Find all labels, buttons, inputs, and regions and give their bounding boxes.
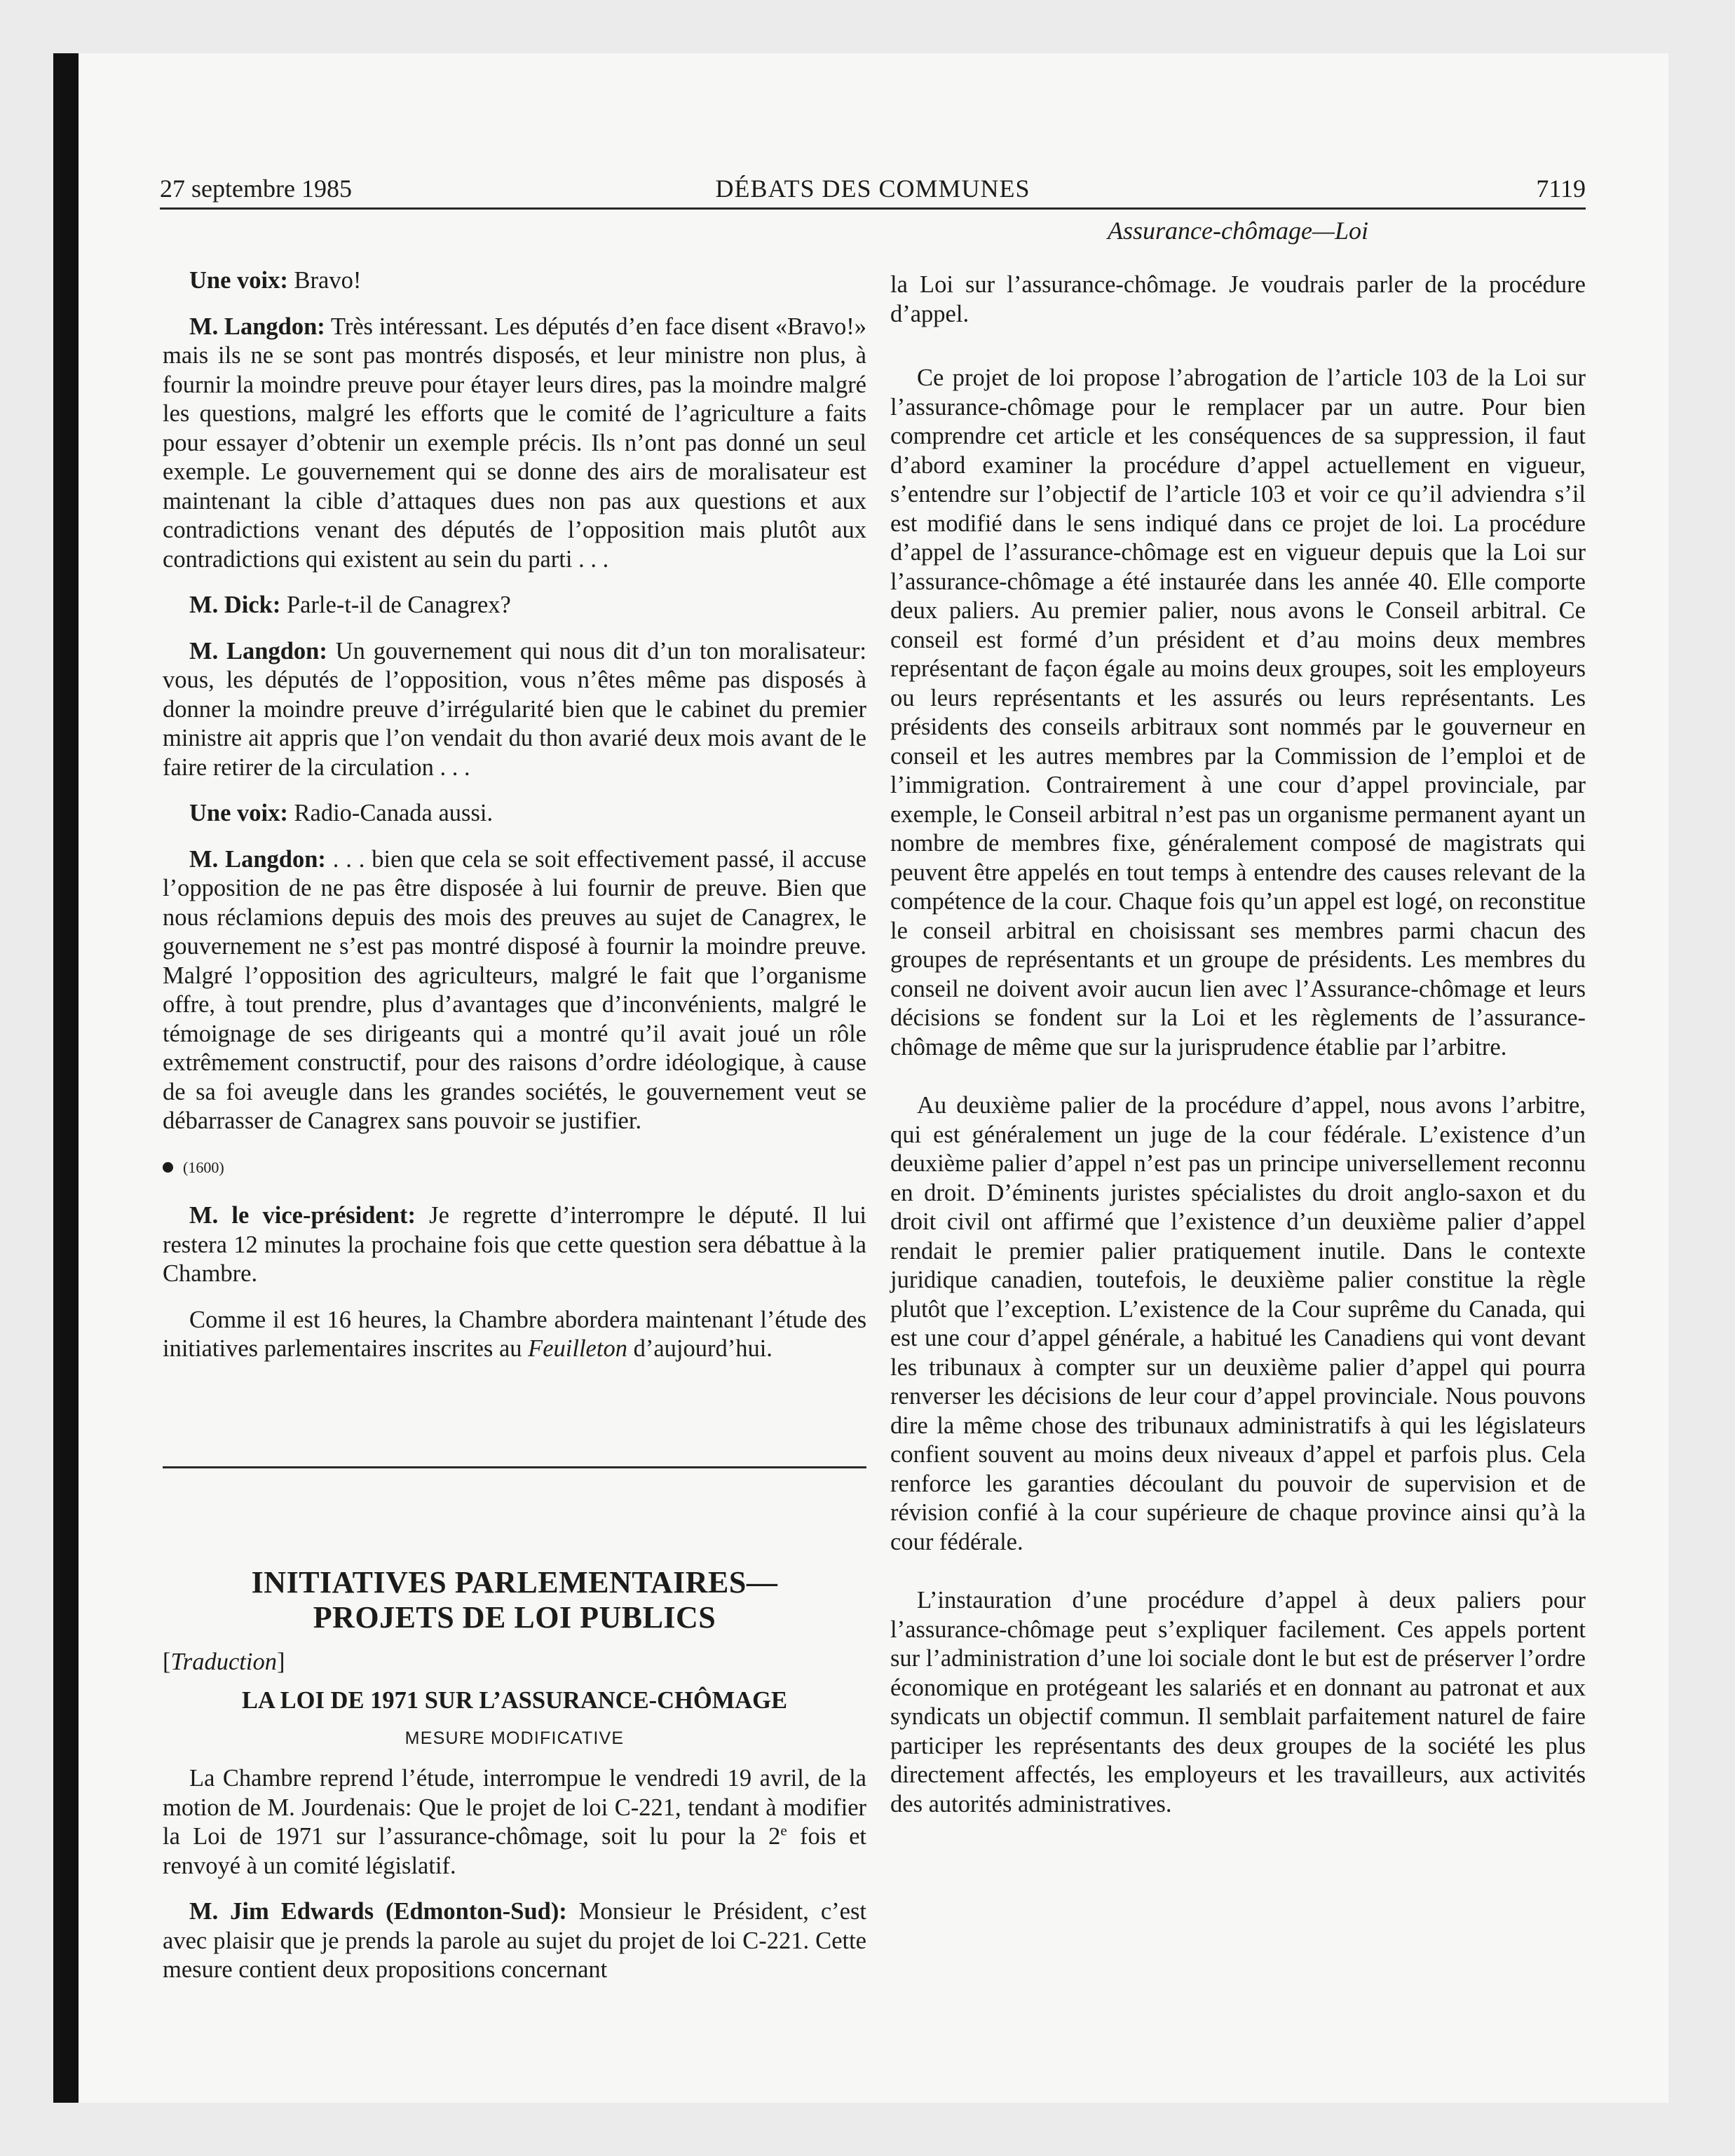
speech-text: Monsieur le Président, c’est avec plaisir que je prends la parole au sujet du projet de loi C-221. Cette mesure contient deux propositions concernant — [163, 1898, 866, 1983]
paragraph — [163, 266, 866, 296]
time-mark-text: (1600) — [183, 1158, 224, 1176]
speech-text: Un gouvernement qui nous dit d’un ton moralisateur: vous, les députés de l’opposition, vous n’êtes même pas disposés à donner la moindre preuve d’irrégularité bien que le cabinet du premier ministre ait appris que l’on vendait du thon avarié deux mois avant de le faire retirer de la circulation . . . — [163, 637, 866, 781]
speaker: Une voix: — [189, 267, 288, 294]
speaker: M. Langdon: — [189, 637, 327, 664]
right-column — [890, 271, 1586, 1848]
speech-text: Bravo! — [287, 267, 362, 294]
page-header — [160, 170, 1586, 210]
paragraph — [163, 799, 866, 828]
section-title-line: PROJETS DE LOI PUBLICS — [313, 1599, 716, 1635]
speaker: M. Langdon: — [189, 845, 326, 873]
left-column — [163, 266, 866, 2002]
bill-subtitle: MESURE MODIFICATIVE — [404, 1728, 625, 1748]
paragraph: Au deuxième palier de la procédure d’appel, nous avons l’arbitre, qui est généralement un juge de la cour fédérale. L’existence d’un deuxième palier d’appel n’est pas un principe universellement reconnu en droit. D’éminents juristes spécialistes du droit anglo-saxon et du droit civil ont affirmé que l’existence d’un deuxième palier d’appel rendait le premier palier pratiquement inutile. Dans le contexte juridique canadien, toutefois, le deuxième palier constitue la règle plutôt que l’exception. L’existence de la Cour suprême du Canada, qui est une cour d’appel générale, a habitué les Canadiens qui vont devant les tribunaux à compter sur un deuxième palier d’appel qui pourra renverser les décisions de leur cour d’appel provinciale. Nous pouvons dire la même chose des tribunaux administratifs à qui les législateurs confient souvent au moins deux niveaux d’appel et parfois plus. Cela renforce les garanties découlant du pouvoir de supervision et de révision confié à la cour supérieure de chaque province ainsi qu’à la cour fédérale. — [890, 1092, 1586, 1555]
paragraph — [163, 591, 866, 620]
header-title: DÉBATS DES COMMUNES — [715, 175, 1030, 203]
bullet-dot — [163, 1162, 173, 1173]
speaker: M. Langdon: — [189, 313, 325, 340]
header-date: 27 septembre 1985 — [160, 175, 352, 203]
paragraph — [163, 637, 866, 783]
speaker: Une voix: — [189, 800, 288, 826]
paragraph — [163, 1306, 866, 1364]
speaker: M. Jim Edwards (Edmonton-Sud): — [189, 1898, 567, 1925]
speech-text: Je regrette d’interrompre le député. Il lui restera 12 minutes la prochaine fois que cette question sera débattue à la Chambre. — [163, 1202, 866, 1287]
bill-title: LA LOI DE 1971 SUR L’ASSURANCE-CHÔMAGE — [242, 1687, 787, 1714]
speaker: M. Dick: — [189, 592, 281, 618]
time-mark — [163, 1153, 866, 1182]
binding-edge — [53, 53, 79, 2103]
bracket: ] — [276, 1648, 285, 1675]
paragraph — [163, 845, 866, 1136]
paragraph: Ce projet de loi propose l’abrogation de l’article 103 de la Loi sur l’assurance-chômage pour le remplacer par un autre. Pour bien comprendre cet article et les conséquences de sa suppression, il faut d’abord examiner la procédure d’appel actuellement en vigueur, s’entendre sur l’objectif de l’article 103 et voir ce qu’il adviendra s’il est modifié dans le sens indiqué dans ce projet de loi. La procédure d’appel de l’assurance-chômage est en vigueur depuis que la Loi sur l’assurance-chômage a été instaurée dans les année 40. Elle comporte deux paliers. Au premier palier, nous avons le Conseil arbitral. Ce conseil est formé d’un président et d’au moins deux membres représentant de façon égale au moins deux groupes, soit les employeurs ou leurs représentants et les assurés ou leurs représentants. Les présidents des conseils arbitraux sont nommés par le gouverneur en conseil et les autres membres par la Commission de l’emploi et de l’immigration. Contrairement à une cour d’appel provinciale, par exemple, le Conseil arbitral n’est pas un organisme permanent ayant un nombre de membres fixe, généralement composé de magistrats qui peuvent être appelés en tout temps à entendre des causes relevant de la compétence de la cour. Chaque fois qu’un appel est logé, on reconstitue le conseil arbitral en choisissant ses membres parmi chacun des groupes de représentants et un groupe de présidents. Les membres du conseil ne doivent avoir aucun lien avec l’Assurance-chômage et leurs décisions se fondent sur la Loi et les règlements de l’assurance-chômage de même que sur la jurisprudence établie par l’arbitre. — [890, 364, 1586, 1060]
italic-text: Feuilleton — [528, 1335, 627, 1362]
section-divider — [163, 1466, 866, 1468]
running-head: Assurance-chômage—Loi — [1108, 217, 1368, 245]
text: fois et renvoyé à un comité législatif. — [163, 1823, 866, 1879]
paragraph — [163, 1201, 866, 1289]
superscript: e — [780, 1822, 787, 1839]
paragraph: L’instauration d’une procédure d’appel à deux paliers pour l’assurance-chômage peut s’expliquer facilement. Ces appels portent sur l’administration d’une loi sociale dont le but est de préserver l’ordre économique en protégeant les salariés et en donnant au patronat et aux syndicats un objectif commun. Il semblait parfaitement naturel de faire participer les représentants des deux groupes de la société les plus directement affectés, les employeurs et les travailleurs, aux activités des autorités administratives. — [890, 1587, 1586, 1817]
section-title — [163, 1565, 866, 1635]
speech-text: Radio-Canada aussi. — [287, 800, 494, 826]
bracket: [ — [163, 1648, 171, 1675]
paragraph — [163, 313, 866, 575]
paragraph: la Loi sur l’assurance-chômage. Je voudrais parler de la procédure d’appel. — [890, 271, 1586, 327]
speech-text: Parle-t-il de Canagrex? — [280, 592, 511, 618]
page-number: 7119 — [1536, 175, 1586, 203]
text: La Chambre reprend l’étude, interrompue le vendredi 19 avril, de la motion de M. Jourdenais: Que le projet de loi C-221, tendant à modifier la Loi de 1971 sur l’assurance-chômage, soit lu pour la 2 — [163, 1765, 866, 1850]
paragraph — [163, 1764, 866, 1881]
speech-text: . . . bien que cela se soit effectivement passé, il accuse l’opposition de ne pas être disposée à lui fournir de preuve. Bien que nous réclamions depuis des mois des preuves au sujet de Canagrex, le gouvernement ne s’est pas montré disposé à fournir la moindre preuve. Malgré l’opposition des agriculteurs, malgré le fait que l’organisme offre, à tout prendre, plus d’avantages que d’inconvénients, malgré le témoignage de ses dirigeants qui a montré qu’il avait joué un rôle extrêmement constructif, pour des raisons d’ordre idéologique, à cause de sa foi aveugle dans les grandes sociétés, le gouvernement veut se débarrasser de Canagrex sans pouvoir se justifier. — [163, 845, 866, 1134]
translation-note — [163, 1648, 866, 1677]
translation-label: Traduction — [170, 1648, 277, 1675]
text: Comme il est 16 heures, la Chambre abordera maintenant l’étude des initiatives parlementaires inscrites au — [163, 1306, 866, 1362]
speaker: M. le vice-président: — [189, 1202, 416, 1229]
section-title-line: INITIATIVES PARLEMENTAIRES— — [251, 1564, 778, 1599]
text: d’aujourd’hui. — [627, 1335, 773, 1362]
paragraph — [163, 1897, 866, 1985]
speech-text: Très intéressant. Les députés d’en face disent «Bravo!» mais ils ne se sont pas montrés disposés, et leur ministre non plus, à fournir la moindre preuve pour étayer leurs dires, pas la moindre malgré les questions, malgré les efforts que le comité de l’agriculture a faits pour essayer d’obtenir un exemple précis. Ils n’ont pas donné un seul exemple. Le gouvernement qui se donne des airs de moralisateur est maintenant la cible d’attaques dues non pas aux questions et aux contradictions venant des députés de l’opposition mais plutôt aux contradictions qui existent au sein du parti . . . — [163, 313, 866, 573]
